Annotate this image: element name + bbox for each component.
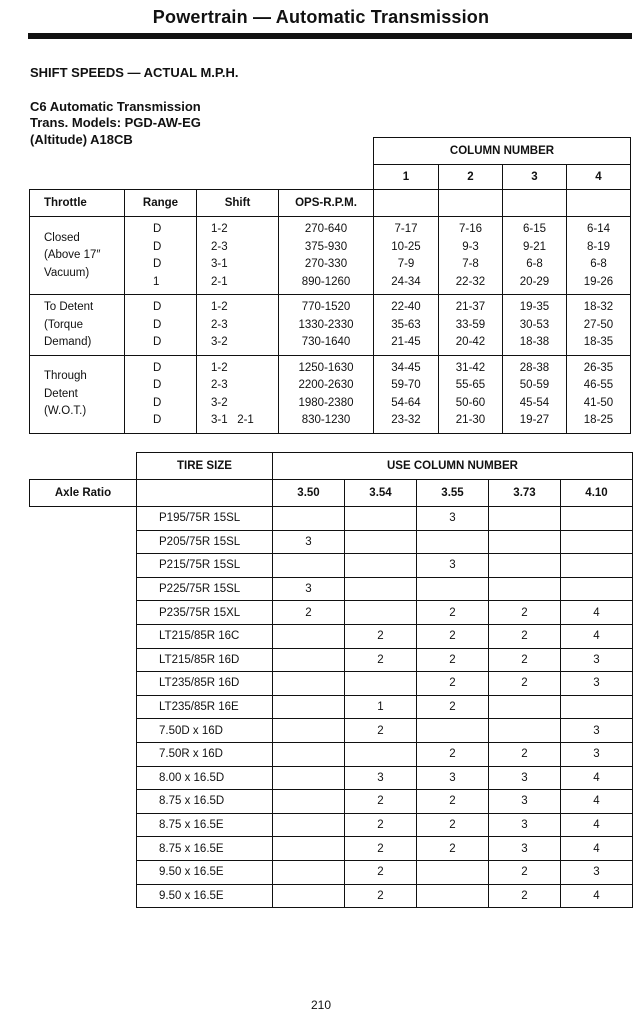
table-row bbox=[30, 577, 633, 601]
column-number-cell: 2 bbox=[417, 790, 489, 814]
column-number-cell: 3 bbox=[273, 530, 345, 554]
tire-size-cell: P235/75R 15XL bbox=[137, 601, 273, 625]
column-number-cell: 2 bbox=[417, 742, 489, 766]
column-number-cell bbox=[561, 507, 633, 531]
column-number-cell: 2 bbox=[345, 624, 417, 648]
transmission-name: C6 Automatic Transmission bbox=[30, 99, 201, 114]
column-number-cell: 3 bbox=[561, 672, 633, 696]
col2-cell: 31-42 55-65 50-60 21-30 bbox=[439, 355, 503, 433]
column-number-cell bbox=[273, 648, 345, 672]
col2-cell: 21-37 33-59 20-42 bbox=[439, 295, 503, 356]
table-row bbox=[30, 507, 633, 531]
column-number-cell bbox=[489, 530, 561, 554]
tire-size-cell: LT235/85R 16E bbox=[137, 695, 273, 719]
column-number-cell bbox=[273, 837, 345, 861]
column-number-cell bbox=[273, 860, 345, 884]
column-number-cell: 2 bbox=[489, 884, 561, 908]
col4-cell: 18-32 27-50 18-35 bbox=[567, 295, 631, 356]
column-number-cell: 4 bbox=[561, 884, 633, 908]
range-cell: D D D D bbox=[125, 355, 197, 433]
header-ops-rpm: OPS-R.P.M. bbox=[279, 190, 374, 217]
ratio-header: 3.73 bbox=[489, 480, 561, 507]
column-number-cell bbox=[273, 790, 345, 814]
table-row bbox=[30, 554, 633, 578]
page-title: Powertrain — Automatic Transmission bbox=[152, 7, 490, 27]
column-number-cell: 3 bbox=[561, 719, 633, 743]
column-number-cell: 2 bbox=[345, 884, 417, 908]
column-number-4: 4 bbox=[567, 165, 631, 190]
header-shift: Shift bbox=[197, 190, 279, 217]
column-number-cell: 3 bbox=[489, 766, 561, 790]
column-number-cell: 2 bbox=[417, 672, 489, 696]
column-number-cell: 2 bbox=[489, 601, 561, 625]
column-number-cell bbox=[417, 530, 489, 554]
column-number-cell bbox=[273, 624, 345, 648]
column-number-cell bbox=[273, 719, 345, 743]
column-number-cell: 2 bbox=[417, 648, 489, 672]
tire-size-table bbox=[29, 452, 633, 908]
column-number-cell: 3 bbox=[417, 554, 489, 578]
tire-size-cell: P205/75R 15SL bbox=[137, 530, 273, 554]
col1-cell: 34-45 59-70 54-64 23-32 bbox=[374, 355, 439, 433]
column-number-3: 3 bbox=[503, 165, 567, 190]
section-heading: SHIFT SPEEDS — ACTUAL M.P.H. bbox=[30, 65, 239, 80]
ratio-header: 3.50 bbox=[273, 480, 345, 507]
column-number-cell bbox=[345, 530, 417, 554]
column-number-cell: 2 bbox=[417, 695, 489, 719]
column-number-cell: 3 bbox=[489, 790, 561, 814]
column-number-cell: 2 bbox=[417, 624, 489, 648]
column-number-cell: 4 bbox=[561, 813, 633, 837]
column-number-cell: 2 bbox=[345, 837, 417, 861]
header-range: Range bbox=[125, 190, 197, 217]
tire-size-cell: LT215/85R 16D bbox=[137, 648, 273, 672]
column-number-cell: 4 bbox=[561, 624, 633, 648]
column-number-cell: 1 bbox=[345, 695, 417, 719]
table-row bbox=[30, 624, 633, 648]
column-number-cell bbox=[345, 577, 417, 601]
column-number-cell bbox=[345, 554, 417, 578]
column-number-cell: 3 bbox=[561, 648, 633, 672]
range-cell: D D D bbox=[125, 295, 197, 356]
column-number-cell bbox=[273, 766, 345, 790]
column-number-cell bbox=[273, 884, 345, 908]
header-blank-2 bbox=[439, 190, 503, 217]
col1-cell: 22-40 35-63 21-45 bbox=[374, 295, 439, 356]
column-number-cell: 3 bbox=[417, 507, 489, 531]
transmission-models: Trans. Models: PGD-AW-EG bbox=[30, 115, 201, 130]
column-number-cell: 2 bbox=[345, 790, 417, 814]
axle-ratio-label: Axle Ratio bbox=[30, 480, 137, 507]
table-row bbox=[30, 601, 633, 625]
column-number-cell: 2 bbox=[489, 742, 561, 766]
column-number-cell: 3 bbox=[345, 766, 417, 790]
col3-cell: 6-15 9-21 6-8 20-29 bbox=[503, 217, 567, 295]
tire-size-header: TIRE SIZE bbox=[137, 453, 273, 480]
table-row bbox=[30, 766, 633, 790]
column-number-cell: 4 bbox=[561, 837, 633, 861]
column-number-cell bbox=[345, 601, 417, 625]
rpm-cell: 770-1520 1330-2330 730-1640 bbox=[279, 295, 374, 356]
header-throttle: Throttle bbox=[30, 190, 125, 217]
col2-cell: 7-16 9-3 7-8 22-32 bbox=[439, 217, 503, 295]
shift-speeds-table bbox=[29, 137, 631, 434]
column-number-cell: 3 bbox=[489, 837, 561, 861]
table-row bbox=[30, 530, 633, 554]
column-number-cell bbox=[273, 695, 345, 719]
throttle-cell: Closed (Above 17″ Vacuum) bbox=[30, 217, 125, 295]
column-number-cell: 2 bbox=[417, 601, 489, 625]
table-row bbox=[30, 355, 631, 433]
column-number-cell: 2 bbox=[345, 860, 417, 884]
tire-size-blank bbox=[137, 480, 273, 507]
tire-size-cell: 9.50 x 16.5E bbox=[137, 884, 273, 908]
column-number-cell: 2 bbox=[345, 719, 417, 743]
table-row bbox=[30, 742, 633, 766]
column-number-cell: 2 bbox=[417, 837, 489, 861]
tire-size-cell: P215/75R 15SL bbox=[137, 554, 273, 578]
throttle-cell: Through Detent (W.O.T.) bbox=[30, 355, 125, 433]
column-number-cell bbox=[273, 554, 345, 578]
table-row bbox=[30, 719, 633, 743]
tire-size-cell: LT215/85R 16C bbox=[137, 624, 273, 648]
throttle-cell: To Detent (Torque Demand) bbox=[30, 295, 125, 356]
header-blank-3 bbox=[503, 190, 567, 217]
column-number-cell bbox=[273, 507, 345, 531]
shift-cell: 1-2 2-3 3-1 2-1 bbox=[197, 217, 279, 295]
column-number-cell bbox=[489, 719, 561, 743]
column-number-cell bbox=[417, 860, 489, 884]
transmission-altitude: (Altitude) A18CB bbox=[30, 132, 133, 147]
table-row bbox=[30, 672, 633, 696]
title-rule bbox=[28, 33, 632, 39]
column-number-cell: 4 bbox=[561, 790, 633, 814]
column-number-cell: 2 bbox=[489, 624, 561, 648]
tire-size-cell: P225/75R 15SL bbox=[137, 577, 273, 601]
column-number-cell: 2 bbox=[489, 648, 561, 672]
column-number-cell bbox=[417, 719, 489, 743]
column-number-cell bbox=[417, 884, 489, 908]
header-blank-4 bbox=[567, 190, 631, 217]
ratio-header: 4.10 bbox=[561, 480, 633, 507]
table-row bbox=[30, 884, 633, 908]
column-number-cell: 2 bbox=[345, 648, 417, 672]
table-row bbox=[30, 295, 631, 356]
column-number-cell bbox=[417, 577, 489, 601]
column-number-cell: 2 bbox=[345, 813, 417, 837]
column-number-cell: 4 bbox=[561, 601, 633, 625]
ratio-header: 3.54 bbox=[345, 480, 417, 507]
column-number-cell bbox=[489, 695, 561, 719]
table-row bbox=[30, 837, 633, 861]
page-number: 210 bbox=[310, 998, 332, 1012]
shift-cell: 1-2 2-3 3-2 bbox=[197, 295, 279, 356]
column-number-cell: 2 bbox=[273, 601, 345, 625]
ratio-header: 3.55 bbox=[417, 480, 489, 507]
column-number-1: 1 bbox=[374, 165, 439, 190]
column-number-cell bbox=[489, 507, 561, 531]
column-number-cell bbox=[561, 554, 633, 578]
tire-size-cell: 8.75 x 16.5E bbox=[137, 813, 273, 837]
column-number-cell: 4 bbox=[561, 766, 633, 790]
column-number-cell: 3 bbox=[273, 577, 345, 601]
tire-size-cell: 8.75 x 16.5E bbox=[137, 837, 273, 861]
range-cell: D D D 1 bbox=[125, 217, 197, 295]
column-number-cell bbox=[345, 742, 417, 766]
rpm-cell: 270-640 375-930 270-330 890-1260 bbox=[279, 217, 374, 295]
column-number-cell bbox=[561, 530, 633, 554]
column-number-cell bbox=[345, 672, 417, 696]
tire-size-cell: 8.75 x 16.5D bbox=[137, 790, 273, 814]
tire-size-cell: 8.00 x 16.5D bbox=[137, 766, 273, 790]
column-number-cell: 2 bbox=[489, 860, 561, 884]
column-number-2: 2 bbox=[439, 165, 503, 190]
column-number-cell: 3 bbox=[417, 766, 489, 790]
table-row bbox=[30, 860, 633, 884]
column-number-cell bbox=[273, 672, 345, 696]
col4-cell: 26-35 46-55 41-50 18-25 bbox=[567, 355, 631, 433]
column-number-cell bbox=[273, 742, 345, 766]
column-number-cell: 3 bbox=[561, 860, 633, 884]
table-row bbox=[30, 790, 633, 814]
tire-size-cell: LT235/85R 16D bbox=[137, 672, 273, 696]
column-number-cell bbox=[489, 577, 561, 601]
column-number-header: COLUMN NUMBER bbox=[374, 138, 631, 165]
col3-cell: 19-35 30-53 18-38 bbox=[503, 295, 567, 356]
table-row bbox=[30, 813, 633, 837]
col3-cell: 28-38 50-59 45-54 19-27 bbox=[503, 355, 567, 433]
column-number-cell bbox=[345, 507, 417, 531]
tire-size-cell: 7.50R x 16D bbox=[137, 742, 273, 766]
table-row bbox=[30, 217, 631, 295]
column-number-cell: 2 bbox=[417, 813, 489, 837]
column-number-cell bbox=[273, 813, 345, 837]
column-number-cell bbox=[561, 695, 633, 719]
table-row bbox=[30, 695, 633, 719]
column-number-cell bbox=[489, 554, 561, 578]
col1-cell: 7-17 10-25 7-9 24-34 bbox=[374, 217, 439, 295]
column-number-cell: 3 bbox=[489, 813, 561, 837]
header-blank-1 bbox=[374, 190, 439, 217]
tire-size-cell: P195/75R 15SL bbox=[137, 507, 273, 531]
use-column-number-header: USE COLUMN NUMBER bbox=[273, 453, 633, 480]
table-row bbox=[30, 648, 633, 672]
column-number-cell: 3 bbox=[561, 742, 633, 766]
rpm-cell: 1250-1630 2200-2630 1980-2380 830-1230 bbox=[279, 355, 374, 433]
column-number-cell: 2 bbox=[489, 672, 561, 696]
shift-cell: 1-2 2-3 3-2 3-1 2-1 bbox=[197, 355, 279, 433]
tire-size-cell: 9.50 x 16.5E bbox=[137, 860, 273, 884]
column-number-cell bbox=[561, 577, 633, 601]
tire-size-cell: 7.50D x 16D bbox=[137, 719, 273, 743]
col4-cell: 6-14 8-19 6-8 19-26 bbox=[567, 217, 631, 295]
